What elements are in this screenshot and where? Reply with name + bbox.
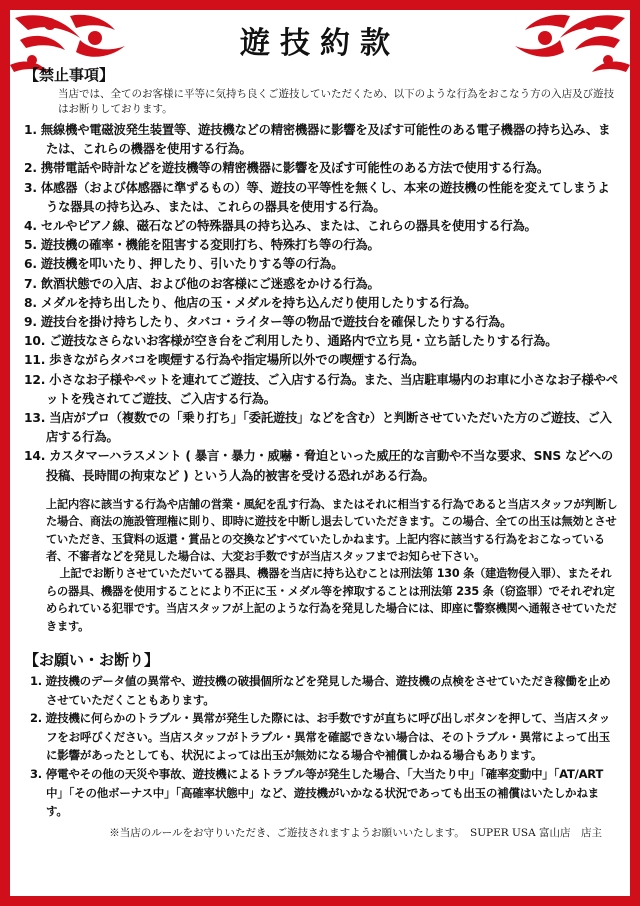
list-item: 11. 歩きながらタバコを喫煙する行為や指定場所以外での喫煙する行為。 [24,353,425,368]
prohibited-list [24,121,620,486]
list-item: 1. 遊技機のデータ値の異常や、遊技機の破損個所などを発見した場合、遊技機の点検をさせていただき稼働を止めさせていただくこともあります。 [30,674,611,707]
list-item: 3. 体感器（および体感器に準ずるもの）等、遊技の平等性を無くし、本来の遊技機の性能を変えてしまうような器具の持ち込み、または、これらの器具を使用する行為。 [24,180,610,214]
list-item: 2. 携帯電話や時計などを遊技機等の精密機器に影響を及ぼす可能性のある方法で使用する行為。 [24,161,549,176]
rules-content [24,64,620,840]
list-item: 6. 遊技機を叩いたり、押したり、引いたりする等の行為。 [24,257,344,272]
notice-block [46,496,620,635]
list-item: 13. 当店がプロ（複数での「乗り打ち」「委託遊技」などを含む）と判断させていただいた方のご遊技、ご入店する行為。 [24,411,612,445]
footer-note: ※当店のルールをお守りいただき、ご遊技されますようお願いいたします。 SUPER USA 富山店 店主 [109,826,602,839]
page-title: 遊技約款 [240,26,400,61]
list-item: 7. 飲酒状態での入店、および他のお客様にご迷惑をかける行為。 [24,276,380,291]
list-item: 10. ご遊技なさらないお客様が空き台をご利用したり、通路内で立ち見・立ち話したりする行為。 [24,334,558,349]
notice-paragraph: 上記内容に該当する行為や店舗の営業・風紀を乱す行為、またはそれに相当する行為であると当店スタッフが判断した場合、商法の施設管理権に則り、即時に遊技を中断し退去していただきます。この場合、全ての出玉は無効とさせていただき、玉貸料の返還・賞品との交換などすべていたしかねます。上記内容に該当する行為をおこなっている者、不審者などを発見した場合は、大変お手数ですが当店スタッフまでお知らせ下さい。 [46,497,618,564]
prohibited-heading: 【禁止事項】 [24,66,115,84]
list-item: 1. 無線機や電磁波発生装置等、遊技機などの精密機器に影響を及ぼす可能性のある電子機器の持ち込み、または、これらの機器を使用する行為。 [24,123,611,157]
list-item: 4. セルやピアノ線、磁石などの特殊器具の持ち込み、または、これらの器具を使用する行為。 [24,219,537,234]
list-item: 3. 停電やその他の天災や事故、遊技機によるトラブル等が発生した場合、「大当たり中」「確率変動中」「AT/ART 中」「その他ボーナス中」「高確率状態中」など、遊技機がいかなる状況であっても出玉の補償はいたしかねます。 [30,767,604,819]
list-item: 9. 遊技台を掛け持ちしたり、タバコ・ライター等の物品で遊技台を確保したりする行為。 [24,315,513,330]
list-item: 5. 遊技機の確率・機能を阻害する変則打ち、特殊打ち等の行為。 [24,238,380,253]
notice-paragraph: 上記でお断りさせていただいてる器具、機器を当店に持ち込むことは刑法第 130 条（建造物侵入罪）、またそれらの器具、機器を使用することにより不正に玉・メダル等を搾取することは刑法第 235 条（窃盗罪）でそれぞれ定められている犯罪です。当店スタッフが上記のような行為を発見した場合には、即座に警察機関へ通報させていただきます。 [46,567,617,633]
list-item: 14. カスタマーハラスメント ( 暴言・暴力・威嚇・脅迫といった威圧的な言動や不当な要求、SNS などへの投稿、長時間の拘束など ) という人為的被害を受ける恐れがある行為。 [24,449,614,483]
prohibited-intro: 当店では、全てのお客様に平等に気持ち良くご遊技していただくため、以下のような行為をおこなう方の入店及び遊技はお断りしております。 [58,88,615,115]
rules-sheet [10,10,630,896]
requests-heading: 【お願い・お断り】 [24,651,160,670]
list-item: 8. メダルを持ち出したり、他店の玉・メダルを持ち込んだり使用したりする行為。 [24,295,477,310]
list-item: 2. 遊技機に何らかのトラブル・異常が発生した際には、お手数ですが直ちに呼び出しボタンを押して、当店スタッフをお呼びください。当店スタッフがトラブル・異常を確認できない場合は、そのトラブル・異常によって出玉に影響があったとしても、状況によっては出玉が無効になる場合や補償しかねる場合もあります。 [30,711,611,763]
requests-list [24,672,620,821]
list-item: 12. 小さなお子様やペットを連れてご遊技、ご入店する行為。また、当店駐車場内のお車に小さなお子様やペットを残されてご遊技、ご入店する行為。 [24,372,618,406]
